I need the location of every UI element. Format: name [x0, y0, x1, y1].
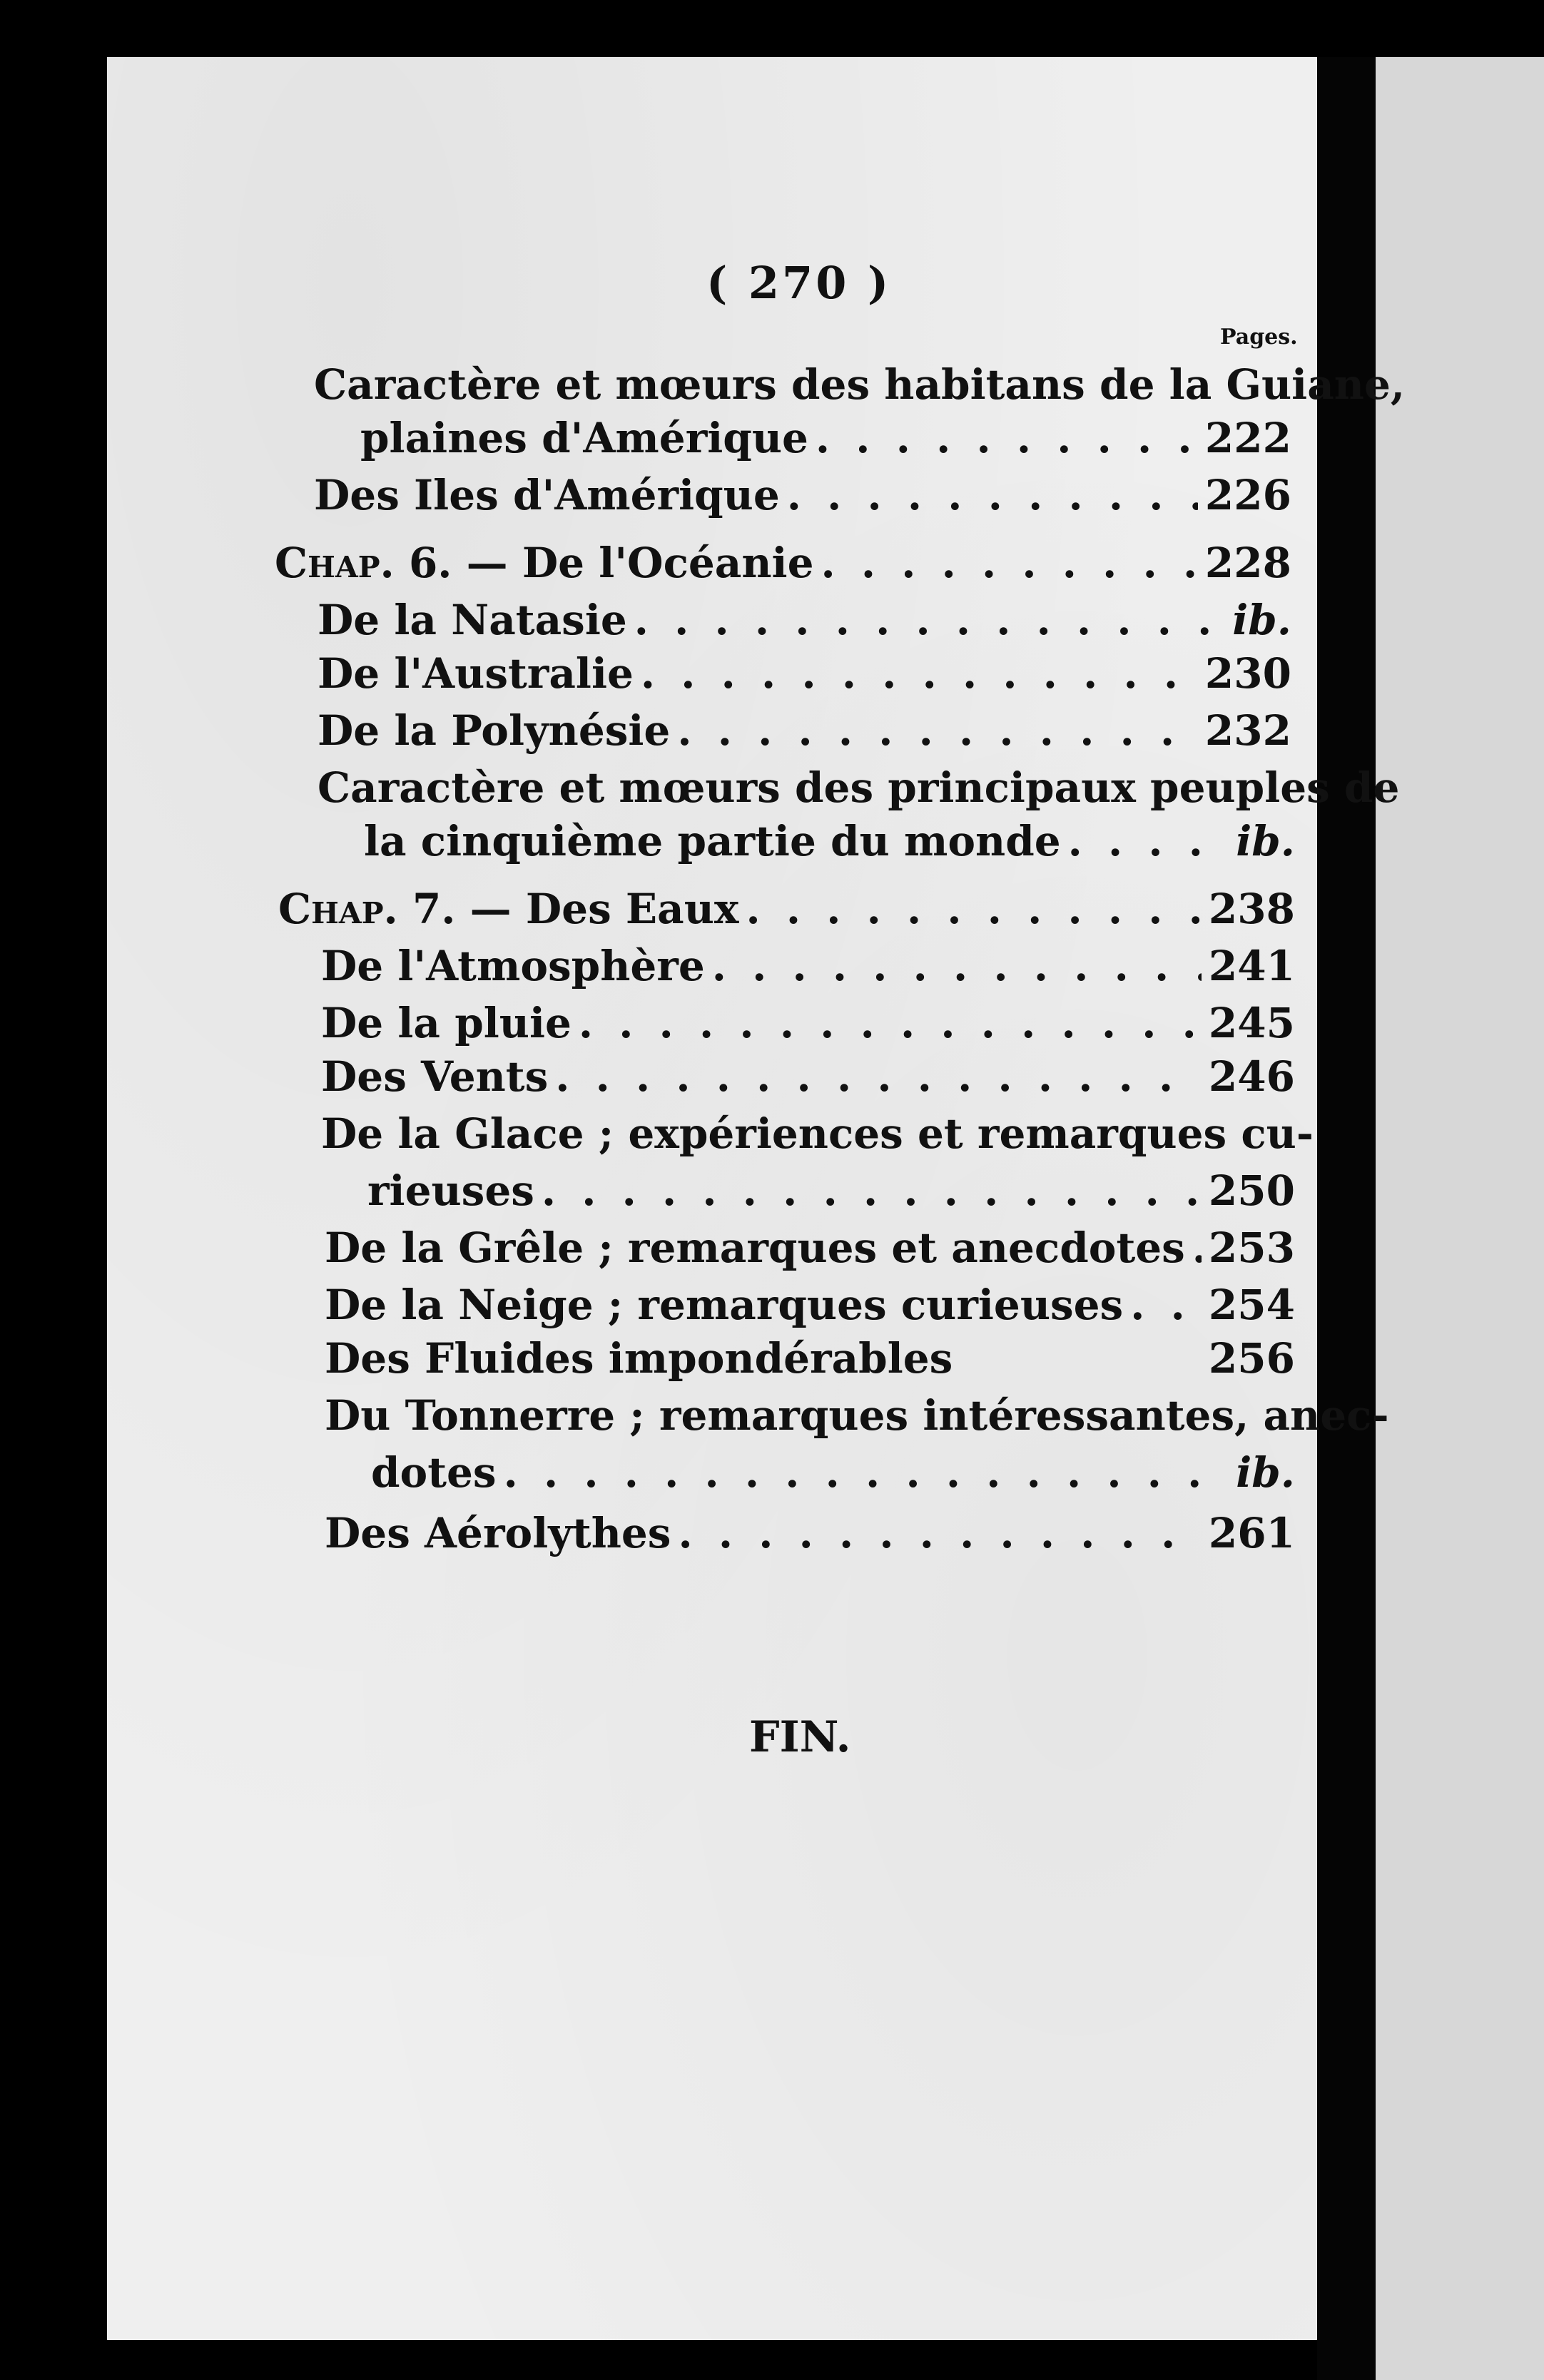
toc-entry: De la Polynésie . . . 232	[318, 706, 1291, 761]
toc-line: Caractère et mœurs des habitans de la Guiane,	[314, 360, 1406, 409]
toc-entry: De la Natasie . . . ib.	[318, 596, 1291, 650]
toc-entry: Des Fluides impondérables 256	[325, 1334, 1295, 1383]
toc-entry: la cinquième partie du monde . . . ib.	[364, 817, 1295, 871]
toc-entry: dotes . . . ib.	[371, 1448, 1295, 1502]
pages-column-header: Pages.	[1220, 325, 1298, 350]
toc-entry: De la pluie . . . 245	[321, 999, 1295, 1053]
toc-line: De la Glace ; expériences et remarques cu-	[321, 1109, 1314, 1158]
toc-entry: De la Grêle ; remarques et anecdotes . . . 253	[325, 1224, 1295, 1278]
toc-chapter-entry: Chap. 7. — Des Eaux . . . 238	[278, 885, 1295, 939]
fin-text: FIN.	[749, 1712, 851, 1762]
toc-entry: rieuses . . . 250	[367, 1166, 1295, 1221]
toc-entry: Des Aérolythes . . . 261	[325, 1509, 1295, 1563]
toc-entry: De la Neige ; remarques curieuses . . . 254	[325, 1281, 1295, 1335]
toc-line: Du Tonnerre ; remarques intéressantes, anec-	[325, 1391, 1389, 1440]
toc-entry: De l'Atmosphère . . . 241	[321, 942, 1295, 996]
toc-line: Caractère et mœurs des principaux peuples de	[318, 763, 1400, 812]
page-number: ( 270 )	[706, 257, 892, 309]
toc-entry: Des Vents . . . 246	[321, 1052, 1295, 1107]
toc-chapter-entry: Chap. 6. — De l'Océanie . . . 228	[275, 539, 1291, 593]
toc-entry: plaines d'Amérique . . . 222	[360, 414, 1291, 468]
toc-entry: De l'Australie . . . 230	[318, 649, 1291, 703]
toc-entry: Des Iles d'Amérique . . . 226	[314, 471, 1291, 525]
